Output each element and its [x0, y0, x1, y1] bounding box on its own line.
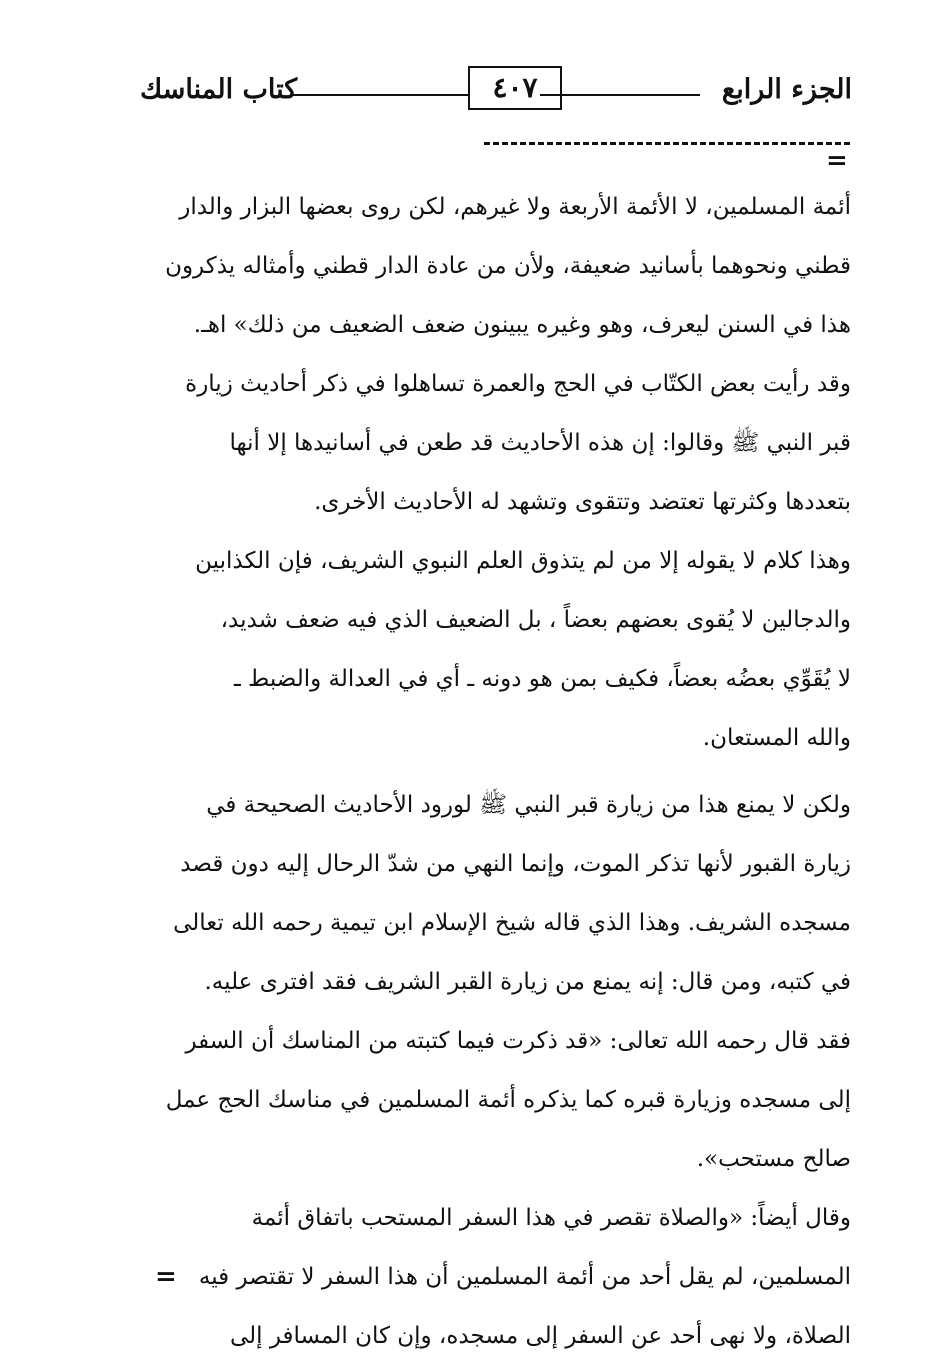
- text-line: بتعددها وكثرتها تعتضد وتتقوى وتشهد له الأحاديث الأخرى.: [314, 489, 851, 515]
- continuation-mark-top: =: [826, 146, 848, 176]
- text-line: وقال أيضاً: «والصلاة تقصر في هذا السفر المستحب باتفاق أئمة: [251, 1205, 851, 1231]
- header-rule-left: [290, 94, 470, 96]
- text-line: إلى مسجده وزيارة قبره كما يذكره أئمة المسلمين في مناسك الحج عمل: [165, 1087, 851, 1113]
- text-line: مسجده الشريف. وهذا الذي قاله شيخ الإسلام ابن تيمية رحمه الله تعالى: [173, 910, 851, 936]
- text-line: الصلاة، ولا نهى أحد عن السفر إلى مسجده، وإن كان المسافر إلى: [229, 1323, 851, 1349]
- text-line: فقد قال رحمه الله تعالى: «قد ذكرت فيما كتبته من المناسك أن السفر: [185, 1028, 851, 1054]
- text-line: المسلمين، لم يقل أحد من أئمة المسلمين أن هذا السفر لا تقتصر فيه: [198, 1264, 851, 1290]
- text-line: هذا في السنن ليعرف، وهو وغيره يبينون ضعف الضعيف من ذلك» اهـ.: [193, 312, 851, 338]
- text-line: وهذا كلام لا يقوله إلا من لم يتذوق العلم النبوي الشريف، فإن الكذابين: [195, 548, 851, 574]
- text-line: لا يُقَوِّي بعضُه بعضاً، فكيف بمن هو دونه ـ أي في العدالة والضبط ـ: [233, 666, 851, 692]
- text-line: قطني ونحوهما بأسانيد ضعيفة، ولأن من عادة الدار قطني وأمثاله يذكرون: [165, 253, 851, 279]
- text-line: والله المستعان.: [702, 725, 851, 751]
- volume-title: الجزء الرابع: [721, 74, 852, 105]
- continuation-mark-bottom: =: [155, 1262, 177, 1292]
- text-line: والدجالين لا يُقوى بعضهم بعضاً ، بل الضعيف الذي فيه ضعف شديد،: [220, 607, 851, 633]
- page-header: [140, 66, 852, 118]
- paragraph-gap: [135, 768, 851, 776]
- book-title: كتاب المناسك: [140, 74, 298, 105]
- text-line: ولكن لا يمنع هذا من زيارة قبر النبي ﷺ لورود الأحاديث الصحيحة في: [206, 792, 851, 818]
- body-text: [135, 178, 851, 1366]
- text-line: زيارة القبور لأنها تذكر الموت، وإنما النهي من شدّ الرحال إليه دون قصد: [180, 851, 851, 877]
- text-line: في كتبه، ومن قال: إنه يمنع من زيارة القبر الشريف فقد افترى عليه.: [204, 969, 851, 995]
- text-line: صالح مستحب».: [696, 1146, 851, 1172]
- text-line: وقد رأيت بعض الكتّاب في الحج والعمرة تساهلوا في ذكر أحاديث زيارة: [185, 371, 851, 397]
- header-rule-right: [540, 94, 700, 96]
- text-line: قبر النبي ﷺ وقالوا: إن هذه الأحاديث قد طعن في أسانيدها إلا أنها: [229, 430, 851, 456]
- header-dashed-rule: [484, 142, 850, 145]
- page-number: ٤٠٧: [468, 66, 562, 110]
- text-line: أئمة المسلمين، لا الأئمة الأربعة ولا غيرهم، لكن روى بعضها البزار والدار: [179, 194, 851, 220]
